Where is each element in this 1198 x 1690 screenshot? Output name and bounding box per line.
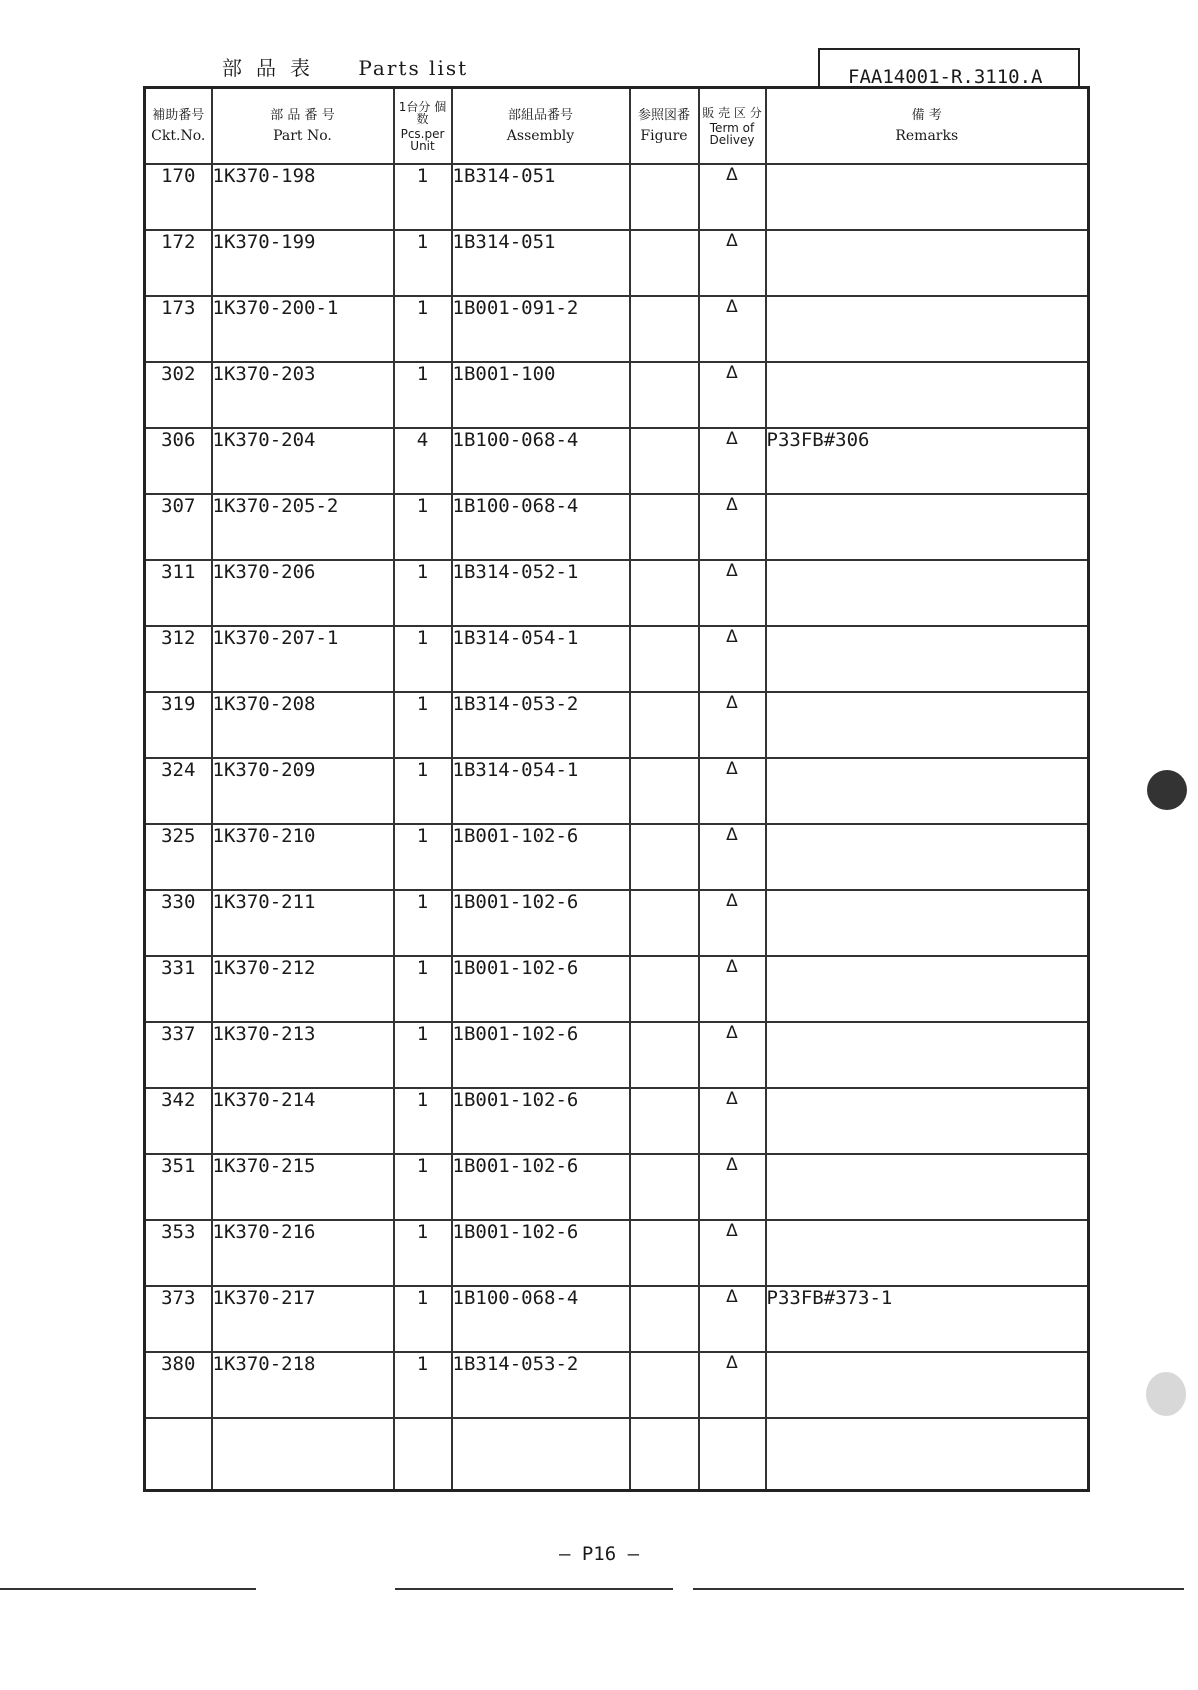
col-header-pcs-en: Pcs.per Unit — [400, 126, 445, 153]
part-number-cell: 1K370-215 — [212, 1154, 394, 1220]
ckt-cell: 373 — [145, 1286, 212, 1352]
delivery-cell: Δ — [699, 1220, 766, 1286]
ckt-cell: 380 — [145, 1352, 212, 1418]
assembly-cell: 1B001-102-6 — [452, 1220, 630, 1286]
table-row — [145, 494, 1089, 560]
table-row — [145, 164, 1089, 230]
assembly-cell: 1B001-102-6 — [452, 1088, 630, 1154]
remarks-cell — [766, 362, 1089, 428]
assembly-cell: 1B001-102-6 — [452, 956, 630, 1022]
delivery-cell: Δ — [699, 1154, 766, 1220]
assembly-cell: 1B314-054-1 — [452, 626, 630, 692]
table-cell — [394, 1418, 452, 1490]
delivery-cell: Δ — [699, 890, 766, 956]
pcs-per-unit-cell: 1 — [394, 1286, 452, 1352]
remarks-cell: P33FB#306 — [766, 428, 1089, 494]
col-header-delivery-en: Term of Delivey — [709, 120, 755, 147]
figure-cell — [630, 1154, 699, 1220]
part-number-cell: 1K370-214 — [212, 1088, 394, 1154]
assembly-cell: 1B100-068-4 — [452, 428, 630, 494]
remarks-cell — [766, 626, 1089, 692]
figure-cell — [630, 164, 699, 230]
delivery-cell: Δ — [699, 296, 766, 362]
remarks-cell — [766, 296, 1089, 362]
remarks-cell — [766, 494, 1089, 560]
remarks-cell — [766, 692, 1089, 758]
remarks-cell — [766, 560, 1089, 626]
remarks-cell — [766, 1220, 1089, 1286]
ckt-cell: 172 — [145, 230, 212, 296]
delivery-cell: Δ — [699, 1286, 766, 1352]
figure-cell — [630, 230, 699, 296]
punch-hole-mark — [1146, 1372, 1186, 1416]
pcs-per-unit-cell: 1 — [394, 824, 452, 890]
figure-cell — [630, 1352, 699, 1418]
part-number-cell: 1K370-200-1 — [212, 296, 394, 362]
bottom-rule — [693, 1588, 1184, 1590]
ckt-cell: 331 — [145, 956, 212, 1022]
pcs-per-unit-cell: 1 — [394, 758, 452, 824]
delivery-cell: Δ — [699, 692, 766, 758]
document-code: FAA14001-R.3110.A — [818, 48, 1080, 86]
assembly-cell: 1B001-102-6 — [452, 1022, 630, 1088]
table-cell — [452, 1418, 630, 1490]
pcs-per-unit-cell: 1 — [394, 230, 452, 296]
bottom-rule — [0, 1588, 256, 1590]
part-number-cell: 1K370-210 — [212, 824, 394, 890]
ckt-cell: 330 — [145, 890, 212, 956]
col-header-pcs-jp: 1台分 個 数 — [398, 99, 447, 126]
remarks-cell — [766, 1154, 1089, 1220]
table-row — [145, 362, 1089, 428]
pcs-per-unit-cell: 1 — [394, 626, 452, 692]
table-cell — [766, 1418, 1089, 1490]
table-row — [145, 626, 1089, 692]
figure-cell — [630, 428, 699, 494]
ckt-cell: 337 — [145, 1022, 212, 1088]
page-title-en: Parts list — [358, 56, 469, 80]
table-row — [145, 428, 1089, 494]
figure-cell — [630, 1286, 699, 1352]
assembly-cell: 1B001-102-6 — [452, 1154, 630, 1220]
col-header-part — [212, 88, 394, 165]
figure-cell — [630, 626, 699, 692]
part-number-cell: 1K370-212 — [212, 956, 394, 1022]
part-number-cell: 1K370-209 — [212, 758, 394, 824]
delivery-cell: Δ — [699, 1352, 766, 1418]
ckt-cell: 302 — [145, 362, 212, 428]
table-row — [145, 230, 1089, 296]
bottom-rule — [395, 1588, 673, 1590]
pcs-per-unit-cell: 1 — [394, 692, 452, 758]
remarks-cell: P33FB#373-1 — [766, 1286, 1089, 1352]
col-header-assembly-jp: 部組品番号 — [507, 108, 573, 123]
col-header-remarks-jp: 備 考 — [911, 108, 942, 123]
remarks-cell — [766, 890, 1089, 956]
assembly-cell: 1B001-100 — [452, 362, 630, 428]
figure-cell — [630, 890, 699, 956]
assembly-cell: 1B001-102-6 — [452, 824, 630, 890]
delivery-cell: Δ — [699, 428, 766, 494]
page-number: — P16 — — [558, 1543, 640, 1565]
ckt-cell: 324 — [145, 758, 212, 824]
col-header-figure-en: Figure — [640, 128, 688, 144]
col-header-figure-jp: 参照図番 — [637, 108, 690, 123]
parts-table-body — [145, 164, 1089, 1490]
figure-cell — [630, 1022, 699, 1088]
figure-cell — [630, 1220, 699, 1286]
table-cell — [145, 1418, 212, 1490]
remarks-cell — [766, 1022, 1089, 1088]
table-cell — [630, 1418, 699, 1490]
pcs-per-unit-cell: 1 — [394, 890, 452, 956]
assembly-cell: 1B001-091-2 — [452, 296, 630, 362]
col-header-delivery — [699, 88, 766, 165]
table-row — [145, 1286, 1089, 1352]
ckt-cell: 170 — [145, 164, 212, 230]
pcs-per-unit-cell: 1 — [394, 494, 452, 560]
table-cell — [212, 1418, 394, 1490]
ckt-cell: 312 — [145, 626, 212, 692]
pcs-per-unit-cell: 1 — [394, 1220, 452, 1286]
pcs-per-unit-cell: 1 — [394, 956, 452, 1022]
delivery-cell: Δ — [699, 626, 766, 692]
part-number-cell: 1K370-207-1 — [212, 626, 394, 692]
delivery-cell: Δ — [699, 494, 766, 560]
col-header-remarks — [766, 88, 1089, 165]
remarks-cell — [766, 956, 1089, 1022]
pcs-per-unit-cell: 1 — [394, 296, 452, 362]
part-number-cell: 1K370-198 — [212, 164, 394, 230]
pcs-per-unit-cell: 4 — [394, 428, 452, 494]
part-number-cell: 1K370-208 — [212, 692, 394, 758]
figure-cell — [630, 956, 699, 1022]
assembly-cell: 1B314-052-1 — [452, 560, 630, 626]
remarks-cell — [766, 164, 1089, 230]
punch-hole-mark — [1147, 770, 1187, 810]
pcs-per-unit-cell: 1 — [394, 164, 452, 230]
part-number-cell: 1K370-206 — [212, 560, 394, 626]
col-header-figure — [630, 88, 699, 165]
col-header-remarks-en: Remarks — [895, 128, 959, 144]
ckt-cell: 353 — [145, 1220, 212, 1286]
table-row — [145, 956, 1089, 1022]
page-title — [222, 52, 468, 81]
delivery-cell: Δ — [699, 956, 766, 1022]
table-row — [145, 296, 1089, 362]
table-row — [145, 758, 1089, 824]
assembly-cell: 1B314-051 — [452, 164, 630, 230]
delivery-cell: Δ — [699, 1088, 766, 1154]
ckt-cell: 311 — [145, 560, 212, 626]
assembly-cell: 1B314-054-1 — [452, 758, 630, 824]
figure-cell — [630, 1088, 699, 1154]
delivery-cell: Δ — [699, 824, 766, 890]
page-title-jp: 部品表 — [222, 56, 324, 80]
pcs-per-unit-cell: 1 — [394, 1154, 452, 1220]
table-row — [145, 1220, 1089, 1286]
table-row — [145, 1088, 1089, 1154]
pcs-per-unit-cell: 1 — [394, 1088, 452, 1154]
table-row — [145, 1154, 1089, 1220]
part-number-cell: 1K370-217 — [212, 1286, 394, 1352]
part-number-cell: 1K370-204 — [212, 428, 394, 494]
assembly-cell: 1B001-102-6 — [452, 890, 630, 956]
table-row — [145, 1352, 1089, 1418]
ckt-cell: 351 — [145, 1154, 212, 1220]
ckt-cell: 319 — [145, 692, 212, 758]
part-number-cell: 1K370-211 — [212, 890, 394, 956]
delivery-cell: Δ — [699, 560, 766, 626]
assembly-cell: 1B100-068-4 — [452, 494, 630, 560]
figure-cell — [630, 296, 699, 362]
part-number-cell: 1K370-213 — [212, 1022, 394, 1088]
parts-table — [143, 86, 1090, 1492]
remarks-cell — [766, 1352, 1089, 1418]
part-number-cell: 1K370-216 — [212, 1220, 394, 1286]
part-number-cell: 1K370-205-2 — [212, 494, 394, 560]
delivery-cell: Δ — [699, 230, 766, 296]
ckt-cell: 306 — [145, 428, 212, 494]
figure-cell — [630, 692, 699, 758]
figure-cell — [630, 824, 699, 890]
remarks-cell — [766, 230, 1089, 296]
remarks-cell — [766, 824, 1089, 890]
delivery-cell: Δ — [699, 164, 766, 230]
remarks-cell — [766, 758, 1089, 824]
ckt-cell: 342 — [145, 1088, 212, 1154]
ckt-cell: 173 — [145, 296, 212, 362]
ckt-cell: 307 — [145, 494, 212, 560]
table-row — [145, 1022, 1089, 1088]
col-header-ckt-en: Ckt.No. — [151, 128, 206, 144]
pcs-per-unit-cell: 1 — [394, 1022, 452, 1088]
col-header-delivery-jp: 販 売 区 分 — [702, 105, 762, 120]
col-header-ckt-jp: 補助番号 — [152, 108, 205, 123]
assembly-cell: 1B314-053-2 — [452, 692, 630, 758]
col-header-assembly — [452, 88, 630, 165]
table-row — [145, 692, 1089, 758]
part-number-cell: 1K370-218 — [212, 1352, 394, 1418]
part-number-cell: 1K370-199 — [212, 230, 394, 296]
ckt-cell: 325 — [145, 824, 212, 890]
figure-cell — [630, 758, 699, 824]
part-number-cell: 1K370-203 — [212, 362, 394, 428]
col-header-ckt — [145, 88, 212, 165]
assembly-cell: 1B314-051 — [452, 230, 630, 296]
delivery-cell: Δ — [699, 758, 766, 824]
table-header-row — [145, 88, 1089, 165]
delivery-cell: Δ — [699, 362, 766, 428]
col-header-assembly-en: Assembly — [506, 128, 575, 144]
table-cell — [699, 1418, 766, 1490]
col-header-part-jp: 部 品 番 号 — [270, 108, 335, 123]
col-header-part-en: Part No. — [273, 128, 332, 144]
delivery-cell: Δ — [699, 1022, 766, 1088]
table-row — [145, 890, 1089, 956]
table-row — [145, 824, 1089, 890]
remarks-cell — [766, 1088, 1089, 1154]
pcs-per-unit-cell: 1 — [394, 362, 452, 428]
pcs-per-unit-cell: 1 — [394, 1352, 452, 1418]
col-header-pcs — [394, 88, 452, 165]
pcs-per-unit-cell: 1 — [394, 560, 452, 626]
figure-cell — [630, 494, 699, 560]
figure-cell — [630, 362, 699, 428]
assembly-cell: 1B100-068-4 — [452, 1286, 630, 1352]
table-row-blank — [145, 1418, 1089, 1490]
figure-cell — [630, 560, 699, 626]
assembly-cell: 1B314-053-2 — [452, 1352, 630, 1418]
table-row — [145, 560, 1089, 626]
